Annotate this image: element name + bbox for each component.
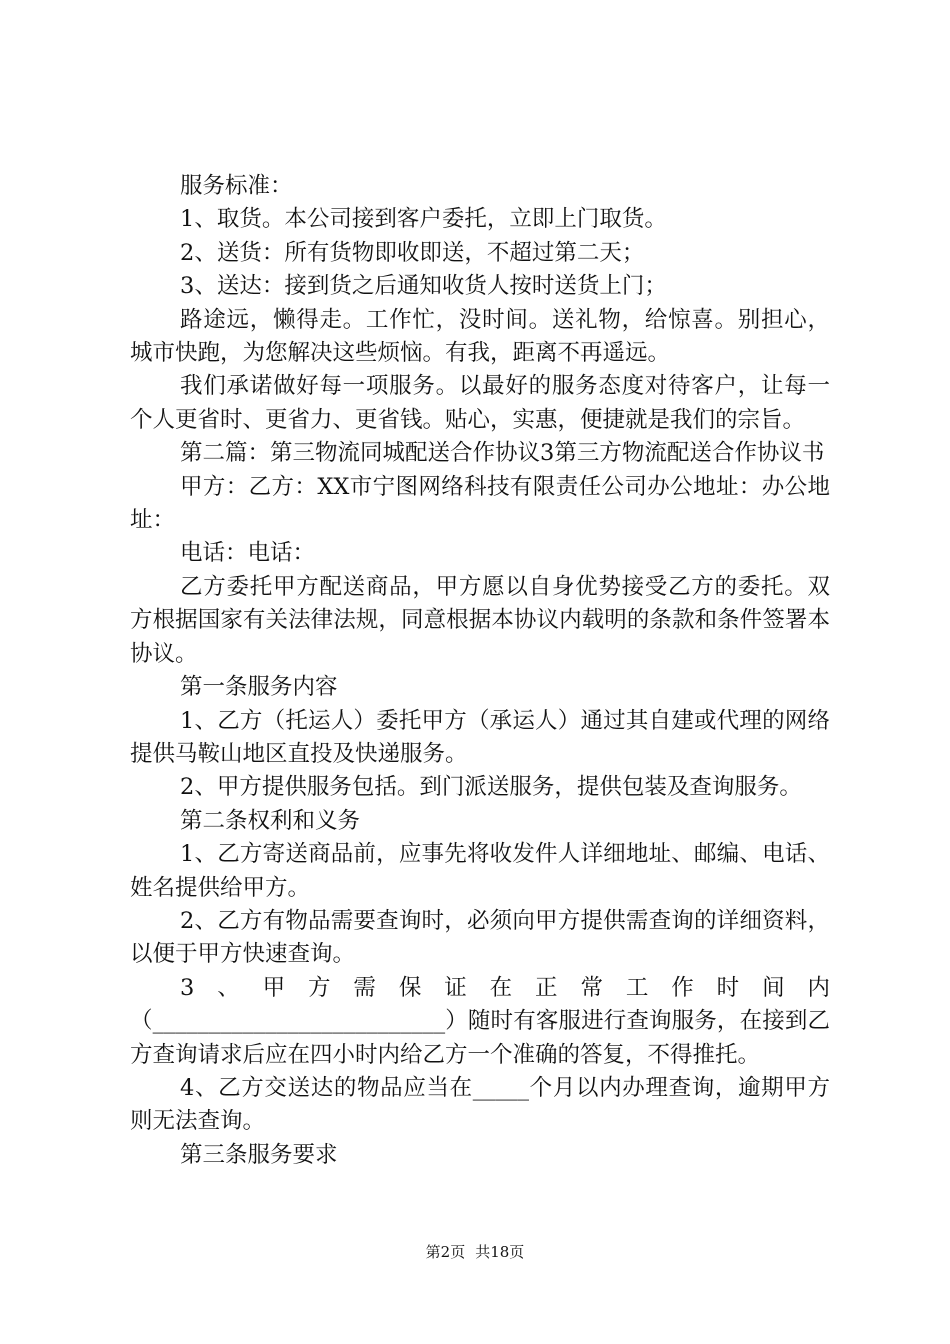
paragraph: 乙方委托甲方配送商品，甲方愿以自身优势接受乙方的委托。双方根据国家有关法律法规，同意根据本协议内载明的条款和条件签署本协议。	[130, 573, 830, 667]
paragraph: 电话：电话：	[180, 540, 316, 567]
paragraph: 1、乙方（托运人）委托甲方（承运人）通过其自建或代理的网络提供马鞍山地区直投及快递服务。	[130, 707, 830, 767]
paragraph: 我们承诺做好每一项服务。以最好的服务态度对待客户，让每一个人更省时、更省力、更省钱。贴心，实惠，便捷就是我们的宗旨。	[130, 373, 830, 433]
paragraph: 4、乙方交送达的物品应当在_____个月以内办理查询，逾期甲方则无法查询。	[130, 1074, 830, 1135]
paragraph: 3、送达：接到货之后通知收货人按时送货上门；	[180, 273, 667, 300]
paragraph: 第二篇：第三物流同城配送合作协议3第三方物流配送合作协议书	[180, 440, 825, 467]
paragraph: 1、取货。本公司接到客户委托，立即上门取货。	[180, 206, 667, 233]
paragraph: 2、乙方有物品需要查询时，必须向甲方提供需查询的详细资料，以便于甲方快速查询。	[130, 907, 830, 968]
paragraph: 1、乙方寄送商品前，应事先将收发件人详细地址、邮编、电话、姓名提供给甲方。	[130, 841, 830, 901]
page-number: 第2页	[425, 1243, 466, 1261]
paragraph: 2、甲方提供服务包括。到门派送服务，提供包装及查询服务。	[180, 774, 802, 801]
paragraph: 甲方：乙方：XX市宁图网络科技有限责任公司办公地址：办公地址：	[130, 473, 830, 534]
paragraph: 第一条服务内容	[180, 674, 338, 701]
document-body	[130, 170, 830, 1172]
paragraph: 2、送货：所有货物即收即送，不超过第二天；	[180, 239, 645, 266]
paragraph: 第三条服务要求	[180, 1141, 338, 1168]
paragraph: 3、甲方需保证在正常工作时间内（__________________________）随时有客服进行查询服务，在接到乙方查询请求后应在四小时内给乙方一个准确的答复，不得推托。	[130, 974, 830, 1068]
paragraph: 服务标准：	[180, 173, 293, 199]
paragraph: 路途远，懒得走。工作忙，没时间。送礼物，给惊喜。别担心，城市快跑，为您解决这些烦恼。有我，距离不再遥远。	[130, 306, 830, 367]
page-total: 共18页	[475, 1243, 525, 1261]
paragraph: 第二条权利和义务	[180, 807, 361, 834]
page-footer	[0, 1242, 950, 1262]
